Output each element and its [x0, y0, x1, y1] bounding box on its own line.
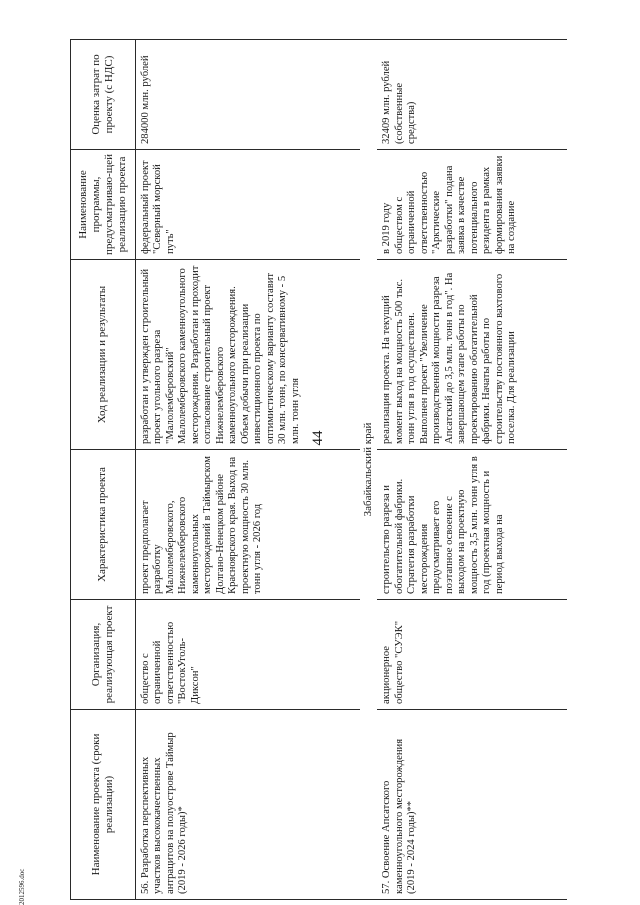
project-name: Освоение Апсатского каменноугольного месторождения (2019 - 2024 годы)** [381, 738, 418, 894]
footer-doc-code: 2012596.doc [18, 868, 26, 905]
rotated-table-sheet [70, 40, 630, 900]
header-organization: Организация, реализующая проект [71, 600, 136, 710]
table-row [135, 40, 360, 900]
cell-characteristic: проект предполагает разработку Малолемберовского, Нижнелемберовского каменноугольных месторождений в Таймырском Долгано-Ненецком районе Красноярского края. Выход на проектную мощность 30 млн. тонн угля - 2026 год [135, 450, 360, 600]
row-number: 56. [139, 880, 151, 894]
cell-progress: реализация проекта. На текущий момент выход на мощность 500 тыс. тонн угля в год осуществлен. Выполнен проект "Увеличение производственной мощности разреза Апсатский до 3,5 млн. тонн в год". На завершающем этапе работы по проектированию обогатительной фабрики. Начаты работы по строительству постоянного вахтового поселка. Для реализации [377, 260, 567, 450]
cell-cost: 32409 млн. рублей (собственные средства) [377, 40, 567, 150]
header-characteristic: Характеристика проекта [71, 450, 136, 600]
cell-project-name [135, 710, 360, 900]
cell-program: в 2019 году обществом с ограниченной ответственностью "Арктические разработки" подана заявка в качестве потенциального резидента в рамках формирования заявки на создание [377, 150, 567, 260]
cell-progress: разработан и утвержден строительный проект угольного разреза "Малолемберовский" Малолемберовского каменноугольного месторождения. Разработан и проходит согласование строительный проект Нижнелемберовского каменноугольного месторождения. Объем добычи при реализации инвестиционного проекта по оптимистическому варианту составит 30 млн. тонн, по консервативному - 5 млн. тонн угля [135, 260, 360, 450]
table-row [377, 40, 567, 900]
header-project-name: Наименование проекта (сроки реализации) [71, 710, 136, 900]
header-progress: Ход реализации и результаты [71, 260, 136, 450]
cell-characteristic: строительство разреза и обогатительной фабрики. Стратегия разработки месторождения предусматривает его поэтапное освоение с выходом на проектную мощность 3,5 млн. тонн угля в год (проектная мощность и период выхода на [377, 450, 567, 600]
table-header-row [71, 40, 136, 900]
region-label: Забайкальский край [360, 40, 377, 900]
cell-project-name [377, 710, 567, 900]
cell-organization: общество с ограниченной ответственностью "ВостокУголь-Диксон" [135, 600, 360, 710]
cell-program: федеральный проект "Северный морской путь" [135, 150, 360, 260]
cell-cost: 284000 млн. рублей [135, 40, 360, 150]
cell-organization: акционерное общество "СУЭК" [377, 600, 567, 710]
project-name: Разработка перспективных участков высококачественных антрацитов на полуострове Таймыр (2019 - 2026 годы)* [139, 732, 189, 894]
page-number: 44 [310, 430, 326, 446]
region-row [360, 40, 377, 900]
row-number: 57. [381, 880, 393, 894]
projects-table [70, 39, 567, 900]
header-cost: Оценка затрат по проекту (с НДС) [71, 40, 136, 150]
header-program: Наименование программы, предусматриваю-щей реализацию проекта [71, 150, 136, 260]
